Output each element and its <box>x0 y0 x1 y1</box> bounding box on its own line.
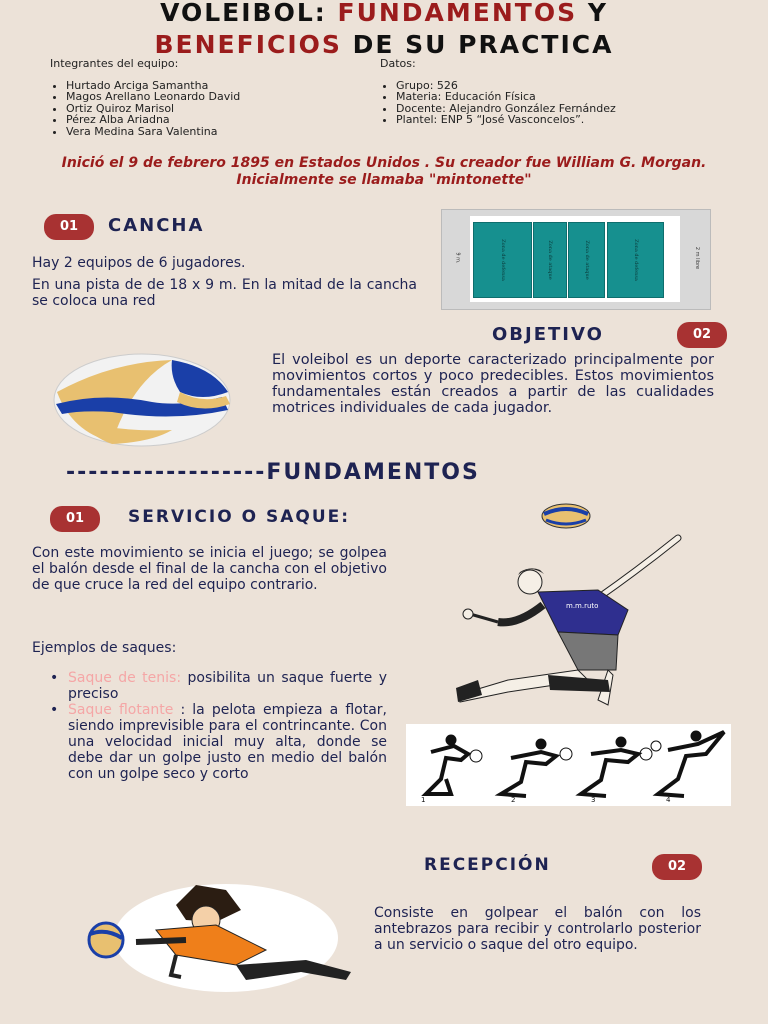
team-section <box>50 58 370 138</box>
title-word: DE SU PRACTICA <box>352 30 614 59</box>
info-item: • Materia: Educación Física <box>396 91 712 103</box>
court-diagram <box>441 209 711 310</box>
recepcion-text: Consiste en golpear el balón con los antebrazos para recibir y controlarlo posterior a un servicio o saque del otro equipo. <box>374 905 701 953</box>
fundamentos-heading: ------------------FUNDAMENTOS <box>66 460 480 485</box>
court-zone: Zona de defensa <box>473 222 532 298</box>
volleyball-icon <box>540 502 592 530</box>
info-list <box>380 80 712 126</box>
objetivo-heading: OBJETIVO <box>492 324 604 345</box>
title-word: Y <box>587 0 608 27</box>
section-badge: 02 <box>652 854 702 880</box>
receiver-player-illustration <box>76 880 366 992</box>
servicio-examples-label: Ejemplos de saques: <box>32 640 177 656</box>
info-item: • Docente: Alejandro González Fernández <box>396 103 712 115</box>
objetivo-text: El voleibol es un deporte caracterizado principalmente por movimientos cortos y poco predecibles. Estos movimientos fundamentales están creados a partir de las cualidades motrices individuales de cada jugador. <box>272 352 714 416</box>
example-name: Saque flotante <box>68 702 174 718</box>
history-text: Inició el 9 de febrero 1895 en Estados Unidos . Su creador fue William G. Morgan. Inicialmente se llamaba "mintonette" <box>61 155 707 188</box>
example-desc: : la pelota empieza a flotar, siendo imprevisible para el contrincante. Con una velocidad inicial muy alta, donde se debe dar un golpe justo en medio del balón con un golpe seco y corto <box>68 702 388 782</box>
court-width-label: 9 m. <box>454 252 461 264</box>
example-desc: posibilita un saque fuerte y preciso <box>68 670 387 702</box>
list-item: • Saque de tenis: posibilita un saque fuerte y preciso <box>50 670 387 702</box>
servicio-intro: Con este movimiento se inicia el juego; se golpea el balón desde el final de la cancha con el objetivo de que cruce la red del equipo contrario. <box>32 545 387 593</box>
jersey-text: m.m.ruto <box>566 602 599 610</box>
info-item: • Plantel: ENP 5 “José Vasconcelos”. <box>396 114 712 126</box>
team-heading: Integrantes del equipo: <box>50 57 179 70</box>
sequence-number: 1 <box>421 796 426 804</box>
info-item: • Grupo: 526 <box>396 80 712 92</box>
title-word: VOLEIBOL: <box>160 0 327 27</box>
court-zone: Zona de ataque <box>568 222 605 298</box>
info-section <box>380 58 712 126</box>
court-zone: Zona de defensa <box>607 222 664 298</box>
example-name: Saque de tenis: <box>68 670 182 686</box>
volleyball-image <box>52 352 232 448</box>
cancha-heading: CANCHA <box>108 215 205 236</box>
cancha-line1: Hay 2 equipos de 6 jugadores. <box>32 255 246 271</box>
team-member: • Hurtado Arciga Samantha <box>66 80 370 92</box>
section-badge: 01 <box>50 506 100 532</box>
sequence-number: 4 <box>666 796 671 804</box>
sequence-number: 2 <box>511 796 516 804</box>
list-item: • Saque flotante : la pelota empieza a flotar, siendo imprevisible para el contrincante. Con una velocidad inicial muy alta, donde se debe dar un golpe justo en medio del balón con un golpe seco y corto <box>50 702 388 782</box>
cancha-line2: En una pista de de 18 x 9 m. En la mitad de la cancha se coloca una red <box>32 277 417 309</box>
server-player-illustration <box>448 530 693 710</box>
team-member: • Magos Arellano Leonardo David <box>66 91 370 103</box>
court-free-label: 2 m libre <box>694 246 701 270</box>
team-member: • Ortiz Quiroz Marisol <box>66 103 370 115</box>
section-badge: 01 <box>44 214 94 240</box>
team-member: • Pérez Alba Ariadna <box>66 114 370 126</box>
serve-sequence-image <box>406 724 731 806</box>
servicio-examples <box>50 670 387 782</box>
team-member: • Vera Medina Sara Valentina <box>66 126 370 138</box>
servicio-heading: SERVICIO O SAQUE: <box>128 507 351 527</box>
title-word-accent: FUNDAMENTOS <box>337 0 578 27</box>
page-title-line1 <box>0 0 768 30</box>
court-area <box>470 216 680 302</box>
team-list <box>50 80 370 138</box>
title-word-accent: BENEFICIOS <box>154 30 342 59</box>
section-badge: 02 <box>677 322 727 348</box>
info-heading: Datos: <box>380 57 416 70</box>
sequence-number: 3 <box>591 796 596 804</box>
recepcion-heading: RECEPCIÓN <box>424 855 551 875</box>
court-zone: Zona de ataque <box>533 222 567 298</box>
